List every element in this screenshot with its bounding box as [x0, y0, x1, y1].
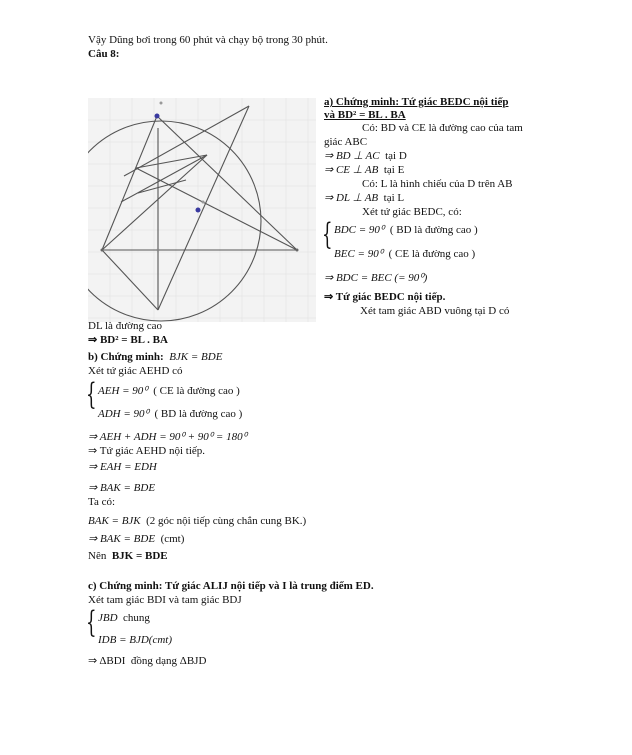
at-d: tại D [385, 150, 407, 162]
ce-perp-ab: ⇒ CE ⊥ AB [324, 164, 379, 176]
angle-bdc: BDC = 90⁰ [334, 224, 385, 236]
reason-bd: ( BD là đường cao ) [389, 224, 478, 236]
part-c-system-line-1 [98, 612, 150, 625]
part-b-line-3: ⇒ Tứ giác AEHD nội tiếp. [88, 445, 206, 457]
similar-to-bjd: đồng dạng ΔBJD [130, 655, 207, 667]
part-b-title [88, 351, 222, 364]
geometry-figure [88, 98, 316, 322]
common-word: chung [123, 612, 150, 624]
part-b-title-equation: BJK = BDE [169, 351, 223, 363]
part-a-title-2: và BD² = BL . BA [324, 109, 406, 121]
part-a-line-5: Có: L là hình chiếu của D trên AB [362, 178, 513, 190]
part-a-title-1: a) Chứng minh: Tứ giác BEDC nội tiếp [324, 96, 509, 108]
part-a-system-line-1 [334, 224, 478, 237]
cmt-note: (cmt) [160, 533, 185, 545]
at-e: tại E [383, 164, 405, 176]
at-l: tại L [383, 192, 405, 204]
reason-bd-b: ( BD là đường cao ) [154, 408, 243, 420]
question-8-heading: Câu 8: [88, 48, 120, 60]
part-a-system-brace: { [322, 217, 333, 252]
angle-bec: BEC = 90⁰ [334, 248, 384, 260]
part-c-system-brace: { [86, 605, 97, 640]
part-c-title: c) Chứng minh: Tứ giác ALIJ nội tiếp và I là trung điểm ED. [88, 580, 374, 592]
part-a-line-4 [324, 164, 404, 177]
part-b-system-line-1 [98, 385, 240, 398]
reason-ce-b: ( CE là đường cao ) [153, 385, 240, 397]
part-b-line-5: ⇒ BAK = BDE [88, 482, 156, 494]
part-a-line-7: Xét tứ giác BEDC, có: [362, 206, 462, 218]
part-b-title-prefix: b) Chứng minh: [88, 351, 164, 363]
bak-eq-bjk: BAK = BJK [88, 515, 141, 527]
part-c-system-line-2: IDB = BJD(cmt) [98, 634, 173, 646]
part-a-line-1: Có: BD và CE là đường cao của tam [362, 122, 523, 134]
nen-word: Nên [88, 550, 107, 562]
angle-jbd: JBD [98, 612, 118, 624]
part-c-line-1: Xét tam giác BDI và tam giác BDJ [88, 594, 242, 606]
part-b-system-brace: { [86, 377, 97, 412]
triangle-bdi: ⇒ ΔBDI [88, 655, 126, 667]
bd-perp-ac: ⇒ BD ⊥ AC [324, 150, 380, 162]
part-a-line-9: ⇒ Tứ giác BEDC nội tiếp. [324, 291, 446, 303]
part-b-line-6: Ta có: [88, 496, 116, 508]
part-b-line-4: ⇒ EAH = EDH [88, 461, 157, 473]
part-a-line-12: ⇒ BD² = BL . BA [88, 334, 168, 346]
reason-ce: ( CE là đường cao ) [388, 248, 476, 260]
part-b-line-7 [88, 515, 306, 528]
part-a-line-8: ⇒ BDC = BEC (= 90⁰) [324, 272, 428, 284]
bjk-eq-bde: BJK = BDE [111, 550, 168, 562]
part-a-line-3 [324, 150, 407, 163]
angle-adh: ADH = 90⁰ [98, 408, 149, 420]
intro-line: Vậy Dũng bơi trong 60 phút và chạy bộ trong 30 phút. [88, 34, 328, 46]
part-a-line-6 [324, 192, 404, 205]
part-b-line-2: ⇒ AEH + ADH = 90⁰ + 90⁰ = 180⁰ [88, 431, 247, 443]
part-b-system-line-2 [98, 408, 242, 421]
part-b-line-1: Xét tứ giác AEHD có [88, 365, 183, 377]
part-b-line-8 [88, 533, 184, 546]
part-a-line-11: DL là đường cao [88, 320, 162, 332]
part-a-line-2: giác ABC [324, 136, 368, 148]
part-c-line-2 [88, 655, 206, 668]
bak-eq-bde: ⇒ BAK = BDE [88, 533, 156, 545]
reason-arc-bk: (2 góc nội tiếp cùng chắn cung BK.) [146, 515, 307, 527]
part-b-line-9 [88, 550, 168, 563]
dl-perp-ab: ⇒ DL ⊥ AB [324, 192, 379, 204]
angle-aeh: AEH = 90⁰ [98, 385, 148, 397]
part-a-system-line-2 [334, 248, 475, 261]
part-a-line-10: Xét tam giác ABD vuông tại D có [360, 305, 510, 317]
